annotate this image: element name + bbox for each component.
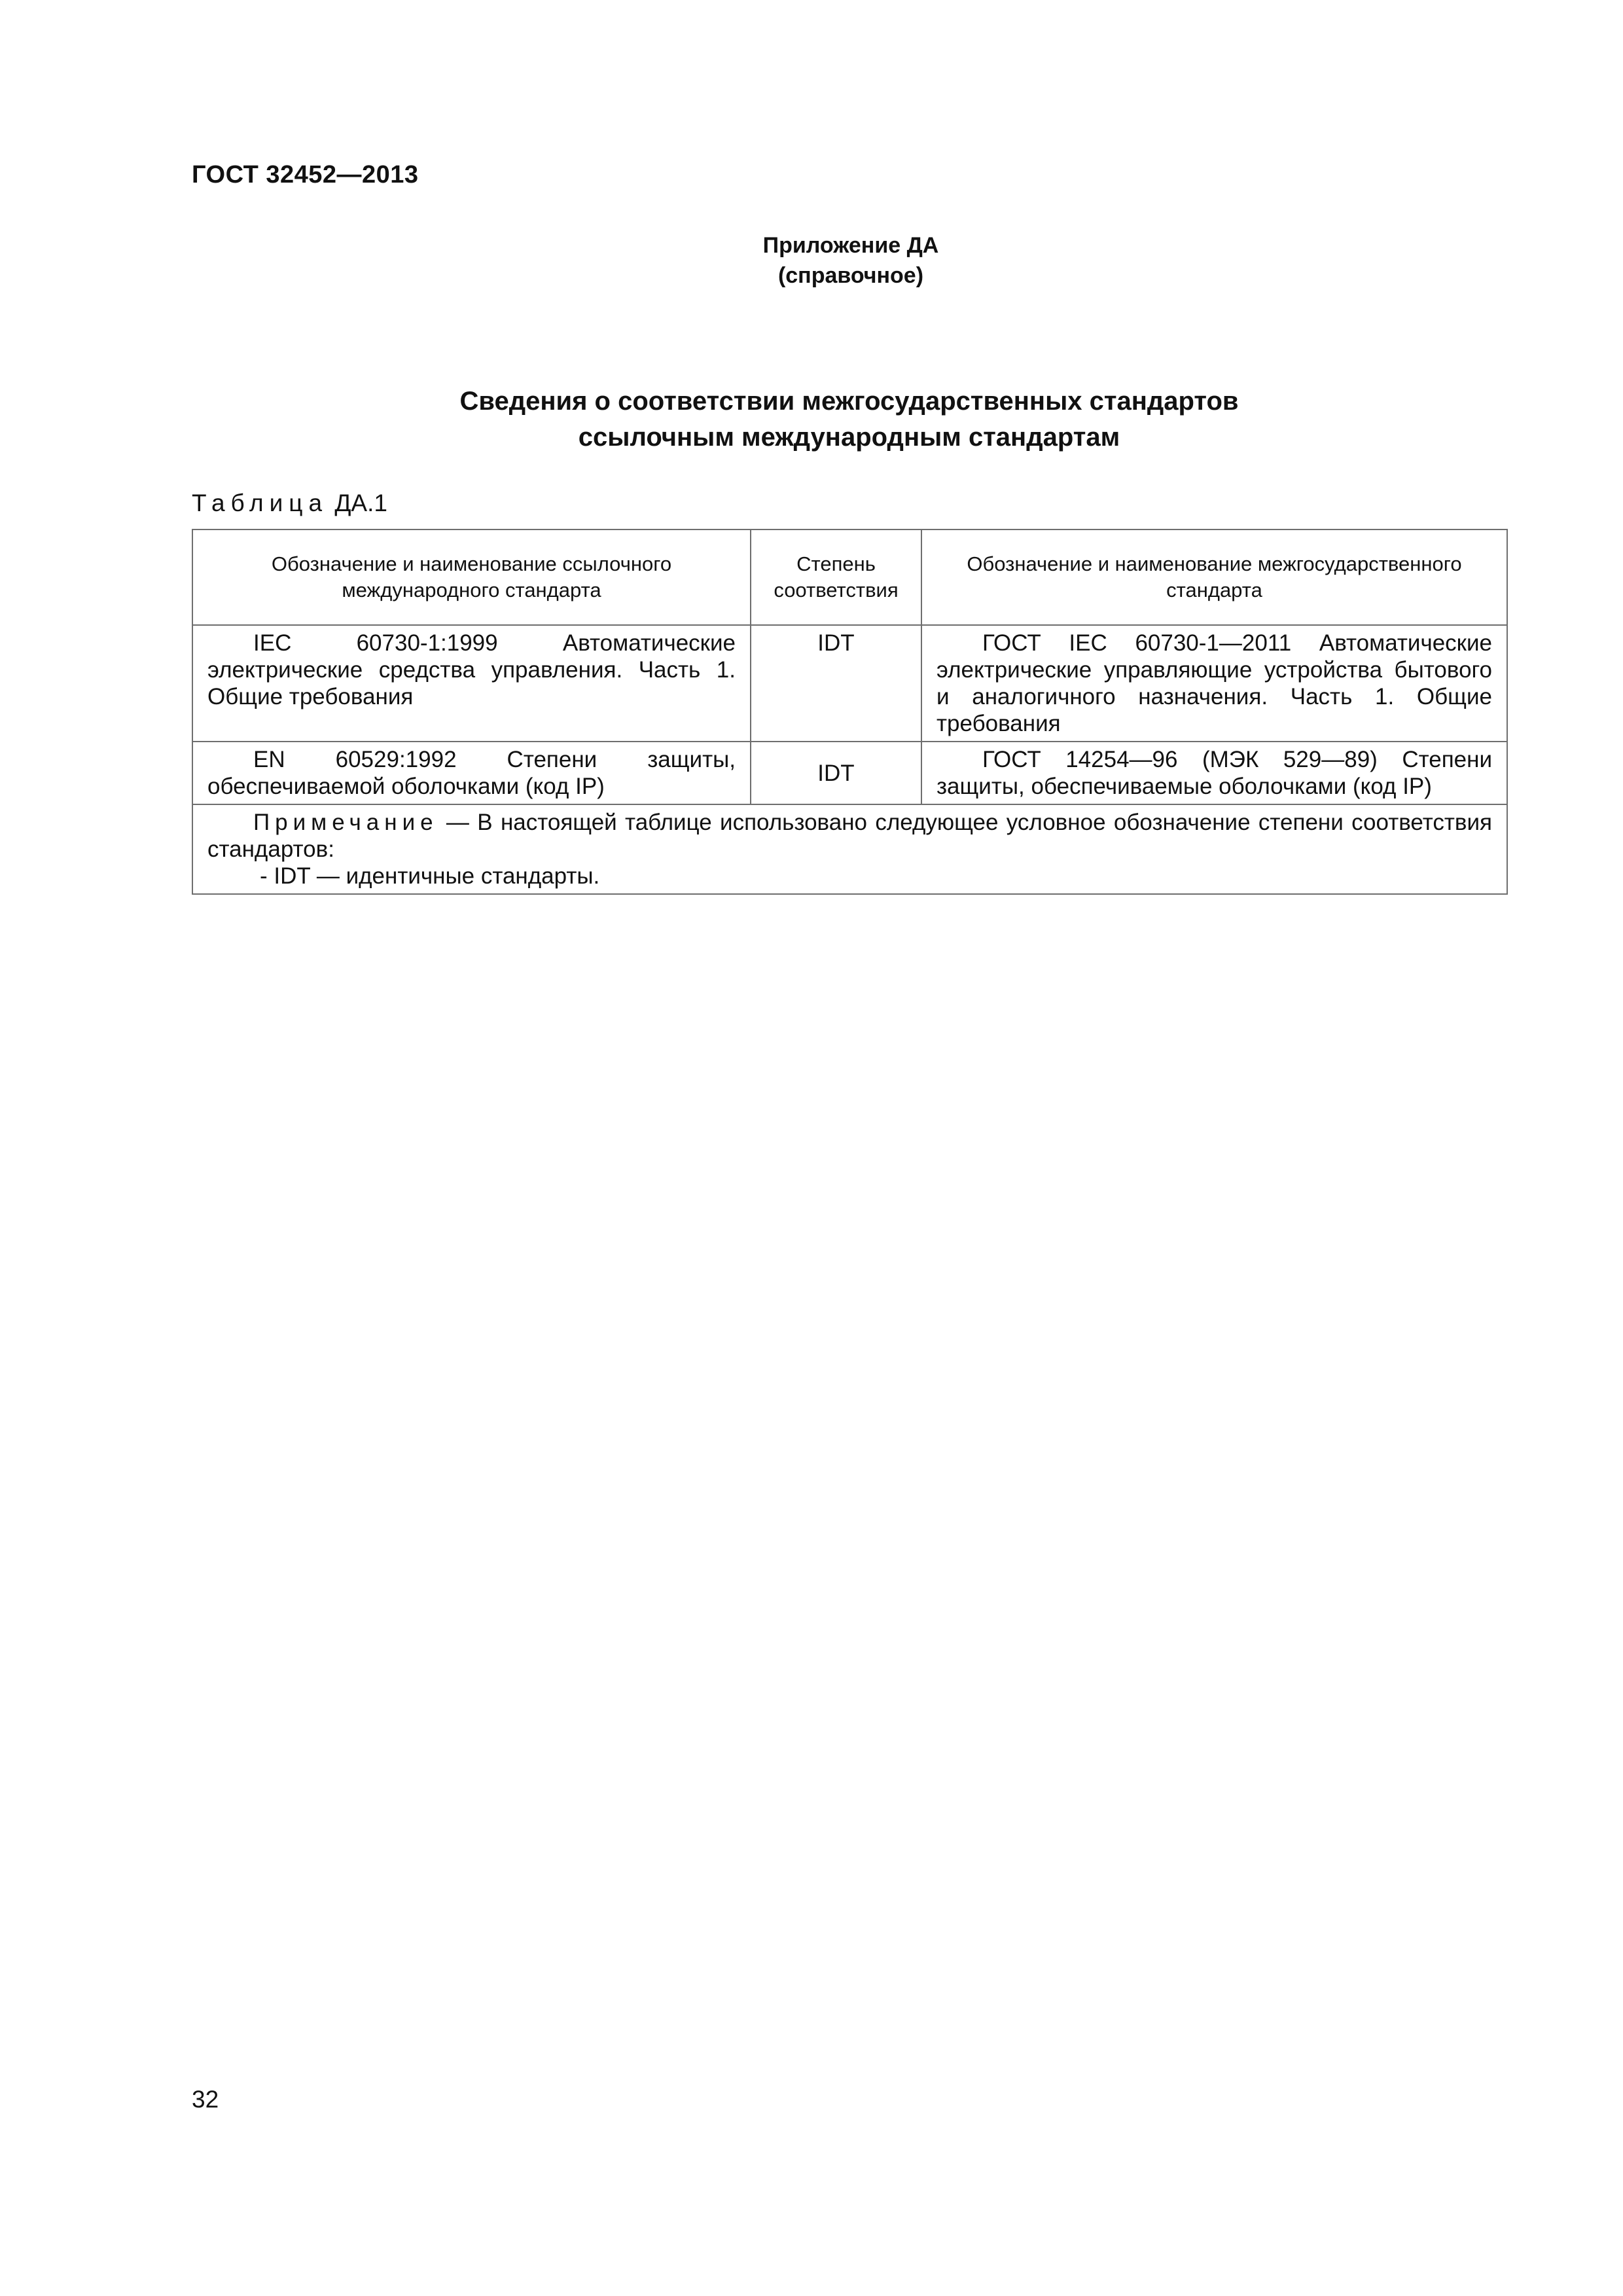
column-header-international: Обозначение и наименование ссылочного международного стандарта — [192, 529, 751, 625]
table-caption-number: ДА.1 — [334, 490, 387, 516]
column-header-degree: Степень соответствия — [751, 529, 921, 625]
table-note-cell — [192, 804, 1507, 894]
cell-degree: IDT — [751, 742, 921, 804]
table-note-text — [207, 809, 1492, 863]
table-note-label: Примечание — [253, 810, 438, 835]
standard-designation: ГОСТ 32452—2013 — [192, 161, 419, 188]
appendix-heading — [668, 230, 1034, 291]
document-title-line-1: Сведения о соответствии межгосударственных стандартов — [459, 387, 1239, 416]
appendix-kind: (справочное) — [777, 263, 924, 288]
page-number: 32 — [192, 2086, 219, 2113]
table-caption-label: Таблица — [192, 490, 329, 516]
column-header-interstate: Обозначение и наименование межгосударственного стандарта — [921, 529, 1507, 625]
cell-degree: IDT — [751, 625, 921, 742]
document-title-line-2: ссылочным международным стандартам — [578, 423, 1120, 452]
table-header-row — [192, 529, 1507, 625]
cell-interstate-standard: ГОСТ 14254—96 (МЭК 529—89) Степени защиты, обеспечиваемые оболочками (код IP) — [921, 742, 1507, 804]
table-row — [192, 742, 1507, 804]
cell-international-standard: IEC 60730-1:1999 Автоматические электрические средства управления. Часть 1. Общие требования — [192, 625, 751, 742]
cell-international-standard: EN 60529:1992 Степени защиты, обеспечиваемой оболочками (код IP) — [192, 742, 751, 804]
table-caption — [192, 490, 387, 517]
cell-interstate-standard: ГОСТ IEC 60730-1—2011 Автоматические электрические управляющие устройства бытового и аналогичного назначения. Часть 1. Общие требования — [921, 625, 1507, 742]
document-title — [192, 384, 1507, 456]
table-note-body: — В настоящей таблице использовано следующее условное обозначение степени соответствия стандартов: — [207, 810, 1492, 862]
table-note-row — [192, 804, 1507, 894]
table-row — [192, 625, 1507, 742]
correspondence-table — [192, 529, 1508, 895]
table-note-item: - IDT — идентичные стандарты. — [260, 863, 600, 889]
appendix-title: Приложение ДА — [762, 233, 939, 258]
